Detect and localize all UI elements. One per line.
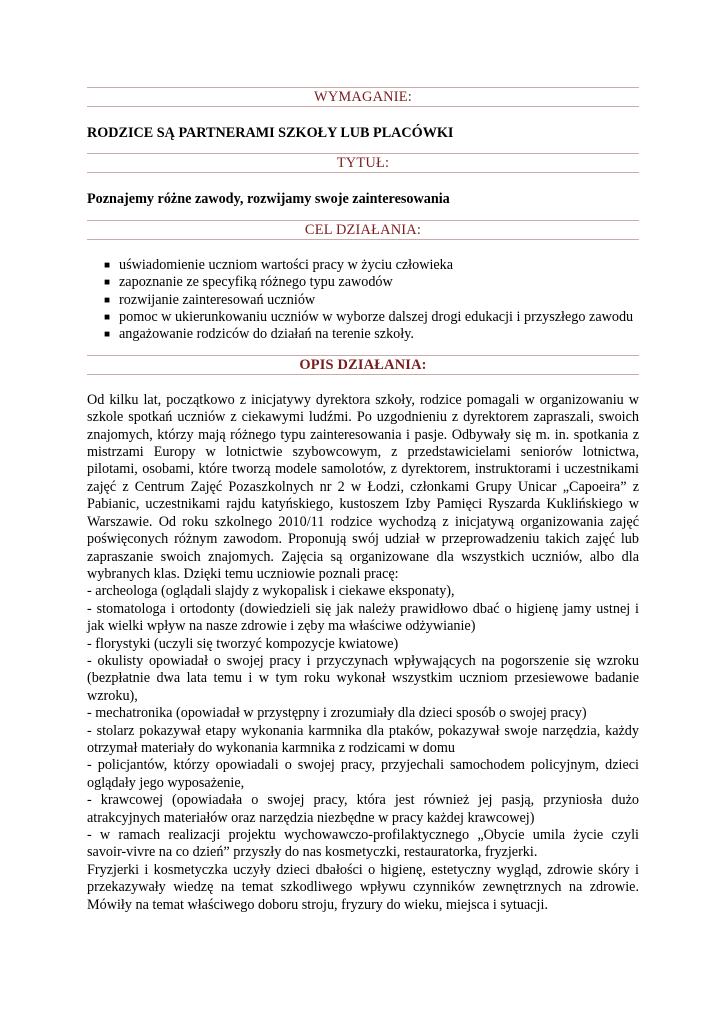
goal-heading: CEL DZIAŁANIA: bbox=[87, 220, 639, 240]
description-item: - w ramach realizacji projektu wychowawczo-profilaktycznego „Obycie umila życie czyli savoir-vivre na co dzień” przyszły do nas kosmetyczki, restauratorka, fryzjerki. bbox=[87, 827, 639, 861]
goal-item: ■ angażowanie rodziców do działań na terenie szkoły. bbox=[104, 326, 414, 343]
document-page bbox=[87, 0, 639, 914]
bullet-icon: ■ bbox=[104, 329, 111, 341]
description-paragraph: Fryzjerki i kosmetyczka uczyły dzieci dbałości o higienę, estetyczny wygląd, zdrowie skóry i przekazywały wiedzę na temat szkodliwego wpływu czynników zewnętrznych na zdrowie. Mówiły na temat właściwego doboru stroju, fryzury do wieku, miejsca i sytuacji. bbox=[87, 861, 639, 913]
goal-item: ■ zapoznanie ze specyfiką różnego typu zawodów bbox=[104, 274, 393, 291]
title-heading: TYTUŁ: bbox=[87, 153, 639, 173]
description-item: - stomatologa i ortodonty (dowiedzieli się jak należy prawidłowo dbać o higienę jamy ustnej i jak wielki wpływ na nasze zdrowie i zęby ma właściwe odżywianie) bbox=[87, 600, 639, 635]
description-item: - stolarz pokazywał etapy wykonania karmnika dla ptaków, pokazywał swoje narzędzia, każdy otrzymał materiały do wykonania karmnika z rodzicami w domu bbox=[87, 722, 639, 756]
description-item: - archeologa (oglądali slajdy z wykopalisk i ciekawe eksponaty), bbox=[87, 583, 455, 600]
description-item: - krawcowej (opowiadała o swojej pracy, która jest również jej pasją, przyniosła dużo atrakcyjnych materiałów oraz narzędzia niezbędne w pracy każdej krawcowej) bbox=[87, 792, 639, 826]
goal-item: ■ pomoc w ukierunkowaniu uczniów w wyborze dalszej drogi edukacji i przyszłego zawodu bbox=[104, 309, 634, 326]
description-item: - florystyki (uczyli się tworzyć kompozycje kwiatowe) bbox=[87, 635, 399, 652]
description-body bbox=[87, 392, 639, 914]
goal-list bbox=[87, 257, 639, 344]
requirement-text: RODZICE SĄ PARTNERAMI SZKOŁY LUB PLACÓWKI bbox=[87, 125, 454, 141]
description-item: - okulisty opowiadał o swojej pracy i przyczynach wpływających na pogorszenie się wzroku (bezpłatnie dwa lata temu i w tym roku wykonał wszystkim uczniom przesiewowe badanie wzroku), bbox=[87, 652, 639, 704]
description-item: - policjantów, którzy opowiadali o swojej pracy, przyjechali samochodem policyjnym, dzieci oglądały jego wyposażenie, bbox=[87, 757, 639, 791]
bullet-icon: ■ bbox=[104, 312, 111, 324]
title-text: Poznajemy różne zawody, rozwijamy swoje zainteresowania bbox=[87, 191, 450, 208]
bullet-icon: ■ bbox=[104, 294, 111, 306]
description-heading: OPIS DZIAŁANIA: bbox=[87, 355, 639, 375]
goal-item: ■ rozwijanie zainteresowań uczniów bbox=[104, 291, 316, 308]
requirement-heading: WYMAGANIE: bbox=[87, 87, 639, 107]
description-item: - mechatronika (opowiadał w przystępny i zrozumiały dla dzieci sposób o swojej pracy) bbox=[87, 705, 587, 722]
bullet-icon: ■ bbox=[104, 277, 111, 289]
bullet-icon: ■ bbox=[104, 259, 111, 271]
goal-item: ■ uświadomienie uczniom wartości pracy w życiu człowieka bbox=[104, 256, 454, 273]
description-paragraph: Od kilku lat, początkowo z inicjatywy dyrektora szkoły, rodzice pomagali w organizowaniu w szkole spotkań uczniów z ciekawymi ludźmi. Po uzgodnieniu z dyrektorem zapraszali, swoich znajomych, którzy mają różnego typu zainteresowania i pasje. Odbywały się m. in. spotkania z mistrzami Europy w lotnictwie szybowcowym, z przedstawicielami seniorów lotnictwa, pilotami, osobami, które tworzą modele samolotów, z dyrektorem, instruktorami i uczestnikami zajęć z Centrum Zajęć Pozaszkolnych nr 2 w Łodzi, członkami Grupy Unicar „Capoeira” z Pabianic, uczestnikami rajdu katyńskiego, kustoszem Izby Pamięci Ryszarda Kuklińskiego w Warszawie. Od roku szkolnego 2010/11 rodzice wychodzą z inicjatywą organizowania zajęć poświęconych różnym zawodom. Proponują swój udział w przeprowadzeniu takich zajęć lub zapraszanie swoich znajomych. Zajęcia są organizowane dla wszystkich uczniów, albo dla wybranych klas. Dzięki temu uczniowie poznali pracę: bbox=[87, 391, 639, 582]
